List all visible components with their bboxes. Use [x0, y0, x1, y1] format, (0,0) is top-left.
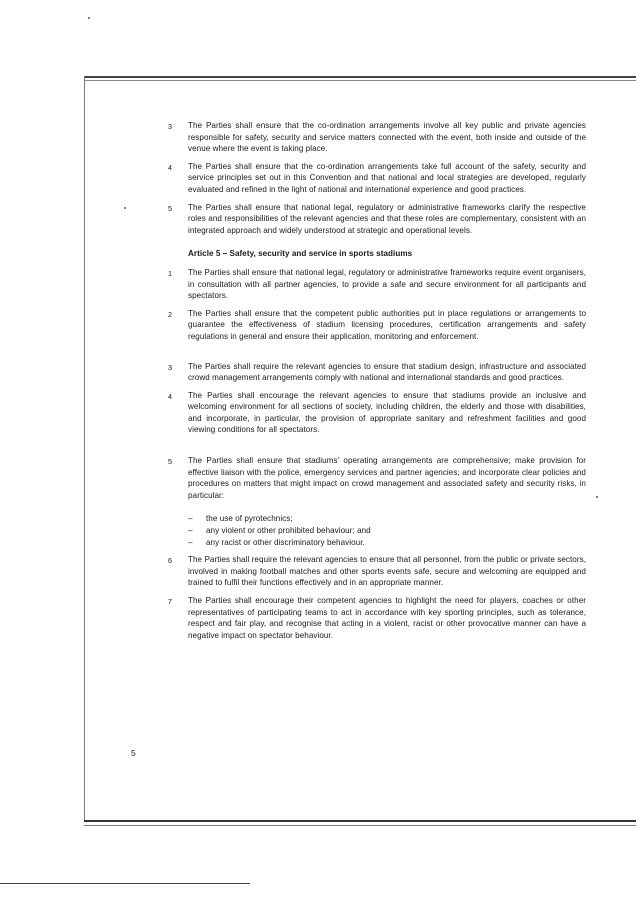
paragraph — [168, 120, 586, 155]
paragraph — [168, 267, 586, 302]
bullet-list — [168, 513, 586, 548]
document-body — [168, 120, 586, 641]
paragraph — [168, 308, 586, 343]
bullet-dash: – — [188, 537, 193, 547]
paragraph-text: The Parties shall ensure that the co-ordination arrangements take full account of the safety, security and service principles set out in this Convention and that national and local strategies are developed, regularly evaluated and refined in the light of national and international experience and good practices. — [188, 161, 586, 194]
paragraph-number: 3 — [168, 362, 173, 372]
paragraph-number: 3 — [168, 122, 173, 131]
paragraph — [168, 161, 586, 196]
paragraph-text: The Parties shall require the relevant agencies to ensure that all personnel, from the public or private sectors, involved in making football matches and other sports events safe, secure and welcoming are equipped and trained to fulfil their functions effectively and in an appropriate manner. — [188, 555, 586, 588]
bullet-text: any racist or other discriminatory behaviour. — [206, 537, 365, 547]
paragraph-number: 2 — [168, 309, 173, 319]
article-heading: Article 5 – Safety, security and service in sports stadiums — [188, 249, 413, 259]
paragraph-text: The Parties shall encourage the relevant agencies to ensure that stadiums provide an inclusive and welcoming environment for all sections of society, including children, the elderly and those with disabilities, and incorporate, in particular, the provision of appropriate sanitary and refreshment facilities and good viewing conditions for all spectators. — [188, 390, 586, 435]
paragraph-number: 5 — [168, 203, 173, 213]
paragraph — [168, 595, 586, 641]
paragraph-number: 7 — [168, 597, 173, 606]
scan-speck — [88, 17, 90, 19]
scan-edge-line — [0, 883, 250, 884]
bullet-dash: – — [188, 526, 193, 536]
paragraph — [168, 554, 586, 589]
paragraph-text: The Parties shall require the relevant agencies to ensure that stadium design, infrastructure and associated crowd management arrangements comply with national and international standards and good practices. — [188, 361, 586, 383]
page-number: 5 — [131, 748, 136, 758]
scan-speck — [596, 496, 598, 498]
paragraph-number: 4 — [168, 162, 173, 172]
paragraph — [168, 361, 586, 384]
paragraph-text: The Parties shall ensure that the competent public authorities put in place regulations or arrangements to guarantee the effectiveness of stadium licensing procedures, certification arrangements and safety regulations in general and ensure their application, monitoring and enforcement. — [188, 308, 586, 341]
bullet-item — [188, 537, 586, 549]
bullet-item — [188, 525, 586, 537]
bullet-text: the use of pyrotechnics; — [206, 514, 293, 524]
bottom-border-rule-secondary — [84, 825, 636, 826]
paragraph — [168, 455, 586, 501]
paragraph-number: 5 — [168, 457, 173, 467]
paragraph-text: The Parties shall ensure that national legal, regulatory or administrative frameworks require event organisers, in consultation with all partner agencies, to provide a safe and secure environment for all participants and spectators. — [188, 267, 586, 301]
scan-speck — [124, 207, 126, 209]
bullet-item — [188, 513, 586, 525]
paragraph-text: The Parties shall ensure that the co-ordination arrangements involve all key public and private agencies responsible for safety, security and service matters connected with the event, both inside and outside of the venue where the event is taking place. — [188, 121, 586, 154]
bullet-text: any violent or other prohibited behaviour; and — [206, 526, 371, 536]
paragraph-text: The Parties shall ensure that national legal, regulatory or administrative frameworks clarify the respective roles and responsibilities of the relevant agencies and that these roles are complementary, consistent with an integrated approach and widely understood at strategic and operational levels. — [188, 202, 586, 235]
paragraph-number: 6 — [168, 556, 173, 566]
paragraph — [168, 202, 586, 237]
paragraph-number: 4 — [168, 391, 173, 401]
paragraph — [168, 390, 586, 436]
bullet-dash: – — [188, 514, 193, 524]
paragraph-text: The Parties shall ensure that stadiums' operating arrangements are comprehensive; make provision for effective liaison with the police, emergency services and partner agencies; and incorporate clear policies and procedures on matters that might impact on crowd management and associated safety and security risks, in particular: — [188, 456, 586, 500]
paragraph-number: 1 — [168, 268, 173, 278]
paragraph-text: The Parties shall encourage their competent agencies to highlight the need for players, coaches or other representatives of participating teams to act in accordance with key sporting principles, such as tolerance, respect and fair play, and recognise that acting in a violent, racist or other provocative manner can have a negative impact on spectator behaviour. — [188, 596, 586, 640]
bottom-border-rule — [84, 820, 636, 822]
